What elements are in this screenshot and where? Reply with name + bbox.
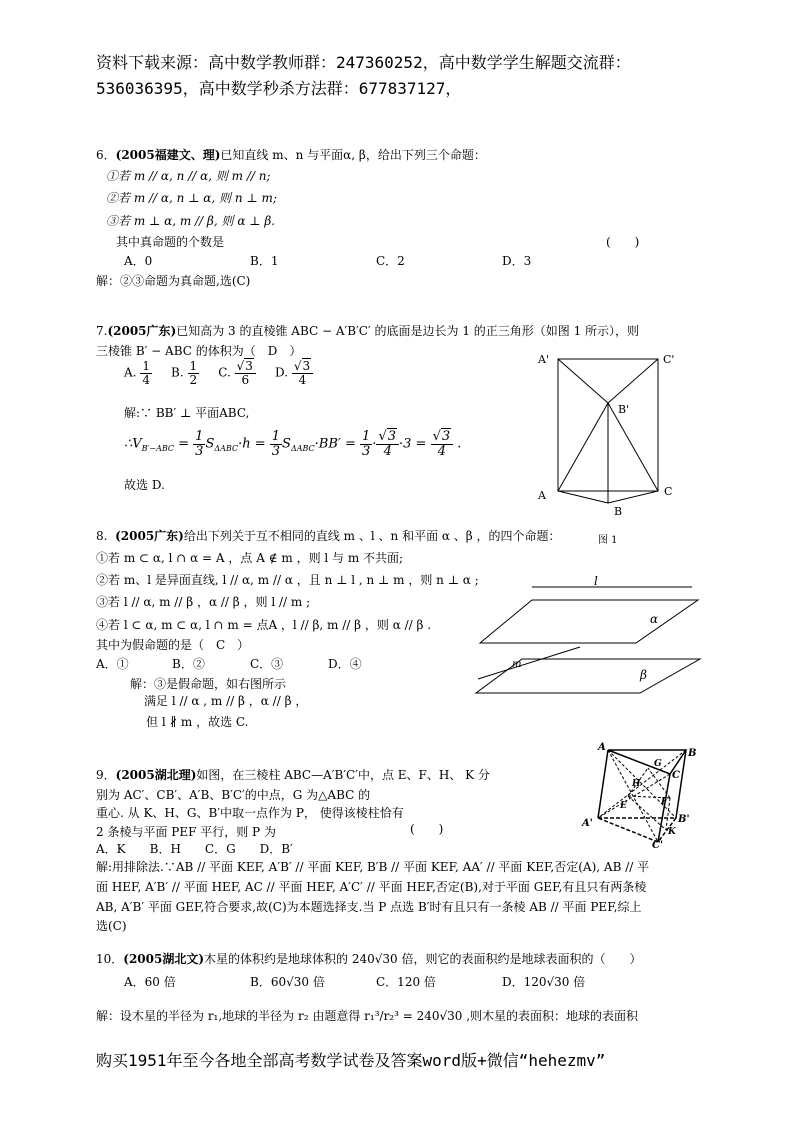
q8-prop-2: ②若 m、l 是异面直线, l // α, m // α ，且 n ⊥ l , n ⊥ m ，则 n ⊥ α ; (96, 573, 479, 587)
q7-options (124, 360, 313, 386)
q7-option-b-label: B. (171, 365, 184, 380)
q9-fig-label-f: F (661, 797, 668, 807)
q7-solution-given: 解:∵ BB′ ⊥ 平面ABC, (124, 406, 250, 420)
q10-option-d: D．120√30 倍 (502, 975, 586, 989)
q10-source: (2005湖北文) (123, 952, 205, 966)
q10-option-a: A．60 倍 (124, 975, 176, 989)
q9-fig-label-c: C (672, 770, 680, 781)
q8-fig-label-beta: β (640, 668, 647, 682)
q7-option-c-label: C. (218, 365, 231, 380)
q6-stem (96, 146, 486, 163)
q7-fig-label-b1: B' (618, 403, 630, 416)
q9-line-2: 别为 AC′、CB′、A′B、B′C′的中点，G 为△ABC 的 (96, 788, 371, 802)
q7-stem-text: 已知高为 3 的直棱锥 ABC − A′B′C′ 的底面是边长为 1 的正三角形（如图 1 所示），则 (176, 324, 640, 338)
q6-option-d: D．3 (502, 254, 532, 268)
q7-solution-equation: $\therefore V_{B'-ABC}$ = $\frac{1}{3}$ $S_{\Delta ABC}\cdot h$ = $\frac{1}{3}$ $S_{\Delta ABC}\cdot BB'$ = $\frac{1}{3}$ · $\frac{√3}{4}$ ·3 = $\frac{√3}{4}$ . (124, 429, 462, 459)
q10-option-b: B．60√30 倍 (250, 975, 325, 989)
q9-solution-1: 解:用排除法.∵AB // 平面 KEF, A′B′ // 平面 KEF, B′B // 平面 KEF, AA′ // 平面 KEF,否定(A), AB // 平 (96, 860, 650, 874)
q8-option-c: C．③ (250, 657, 284, 671)
q8-planes-figure (470, 575, 710, 700)
q9-number: 9． (96, 768, 116, 782)
q8-option-a: A．① (96, 657, 129, 671)
header-line-2: 536036395，高中数学秒杀方法群：677837127， (96, 79, 462, 98)
q6-answer-paren: ( ) (606, 235, 640, 249)
q9-solution-2: 面 HEF, A′B′ // 平面 HEF, AC // 平面 HEF, A′C′ // 平面 HEF,否定(B),对于平面 GEF,有且只有两条棱 (96, 880, 647, 894)
q7-fig-label-c1: C' (663, 353, 675, 366)
q8-prop-3: ③若 l // α, m // β ，α // β ，则 l // m ; (96, 595, 311, 609)
q9-fig-label-h: H (632, 779, 641, 789)
q7-option-c-fraction: $\frac{√3}{6}$ (235, 360, 256, 386)
q9-solution-3: AB, A′B′ 平面 GEF,符合要求,故(C)为本题选择支.当 P 点选 B′时有且只有一条棱 AB // 平面 PEF,综上 (96, 900, 642, 914)
q7-fig-label-a: A (538, 489, 546, 502)
q9-fig-label-a: A (598, 742, 606, 753)
q8-solution-3: 但 l ∦ m ，故选 C. (146, 715, 249, 729)
q6-prop-2: ②若 m // α, n ⊥ α, 则 n ⊥ m; (106, 191, 277, 205)
q7-fig-label-b: B (614, 505, 623, 518)
q8-source: (2005广东) (115, 529, 184, 543)
q9-fig-label-c1: C' (652, 840, 664, 848)
q9-line-1 (96, 766, 490, 783)
q8-question: 其中为假命题的是（ C ） (96, 638, 250, 652)
q7-stem-line-2: 三棱锥 B′ − ABC 的体积为（ D ） (96, 344, 302, 358)
q6-source: (2005福建文、理) (115, 148, 221, 162)
q10-option-c: C．120 倍 (376, 975, 436, 989)
q8-fig-label-l: l (594, 575, 598, 588)
q9-fig-label-b: B (688, 748, 697, 759)
q6-solution: 解：②③命题为真命题,选(C) (96, 274, 251, 288)
q6-stem-text: 已知直线 m、n 与平面α, β，给出下列三个命题： (220, 148, 486, 162)
q8-fig-label-alpha: α (650, 612, 659, 626)
q9-fig-label-k: K (668, 827, 676, 837)
q9-fig-label-b1: B' (678, 814, 690, 825)
footer-ad: 购买1951年至今各地全部高考数学试卷及答案word版+微信“hehezmv” (96, 1051, 606, 1070)
q6-option-a: A．0 (124, 254, 153, 268)
q6-number: 6． (96, 148, 116, 162)
q9-fig-label-a1: A' (582, 818, 593, 829)
q7-stem-line-1 (96, 322, 639, 339)
q8-fig-label-m: m (512, 659, 522, 670)
q8-stem (96, 527, 561, 544)
q7-option-d-label: D. (275, 365, 289, 380)
q8-solution-2: 满足 l // α , m // β ，α // β ， (144, 694, 308, 708)
q9-fig-label-e: E (620, 801, 627, 811)
q7-option-a-fraction: $\frac{1}{4}$ (142, 359, 150, 387)
q9-line-1-text: 如图，在三棱柱 ABC—A′B′C′中，点 E、F、H、 K 分 (196, 768, 490, 782)
q7-option-d-fraction: $\frac{√3}{4}$ (292, 360, 313, 386)
q7-option-b-fraction: $\frac{1}{2}$ (189, 359, 198, 387)
q10-solution: 解：设木星的半径为 r₁,地球的半径为 r₂ 由题意得 r₁³/r₂³ = 240√30 ,则木星的表面积：地球的表面积 (96, 1009, 639, 1023)
q7-fig-caption: 图 1 (598, 535, 618, 545)
q7-fig-label-c: C (664, 485, 673, 498)
q7-number: 7. (96, 324, 108, 338)
q10-stem-text: 木星的体积约是地球体积的 240√30 倍，则它的表面积约是地球表面积的（ ） (204, 952, 642, 966)
q7-option-a-label: A. (124, 365, 137, 380)
q6-option-c: C．2 (376, 254, 405, 268)
q6-prop-1: ①若 m // α, n // α, 则 m // n; (106, 169, 271, 183)
q9-line-3: 重心. 从 K、H、G、B′中取一点作为 P， 使得该棱柱恰有 (96, 806, 404, 820)
q8-prop-1: ①若 m ⊂ α, l ∩ α = A ，点 A ∉ m ，则 l 与 m 不共面; (96, 551, 404, 565)
q8-option-b: B．② (172, 657, 205, 671)
q9-answer-paren: ( ) (410, 822, 444, 836)
q8-stem-text: 给出下列关于互不相同的直线 m 、l 、n 和平面 α 、β ，的四个命题： (183, 529, 561, 543)
q10-number: 10． (96, 952, 124, 966)
q7-fig-label-a1: A' (538, 353, 549, 366)
header-line-1: 资料下载来源：高中数学教师群：247360252，高中数学学生解题交流群： (96, 53, 631, 72)
q7-prism-figure (530, 345, 690, 545)
q7-eq-v: ∴V (124, 436, 142, 452)
q6-question: 其中真命题的个数是 (116, 235, 225, 249)
q9-options: A．K B．H C．G D．B′ (96, 842, 293, 856)
q6-option-b: B．1 (250, 254, 279, 268)
q8-solution-1: 解：③是假命题，如右图所示 (130, 677, 287, 691)
q9-line-4: 2 条棱与平面 PEF 平行，则 P 为 (96, 825, 276, 839)
q9-fig-label-g: G (654, 759, 662, 769)
q10-stem (96, 950, 642, 967)
q9-prism-figure (578, 738, 708, 848)
q8-option-d: D．④ (328, 657, 362, 671)
q6-prop-3: ③若 m ⊥ α, m // β, 则 α ⊥ β. (106, 214, 276, 228)
q8-prop-4: ④若 l ⊂ α, m ⊂ α, l ∩ m = 点A ，l // β, m // β ，则 α // β . (96, 618, 432, 632)
q7-choose: 故选 D. (124, 478, 165, 492)
q7-source: (2005广东) (107, 324, 177, 338)
q9-solution-4: 选(C) (96, 919, 127, 933)
q9-source: (2005湖北理) (115, 768, 197, 782)
q7-eq-sub: B′−ABC (141, 444, 174, 454)
q8-number: 8. (96, 529, 108, 543)
